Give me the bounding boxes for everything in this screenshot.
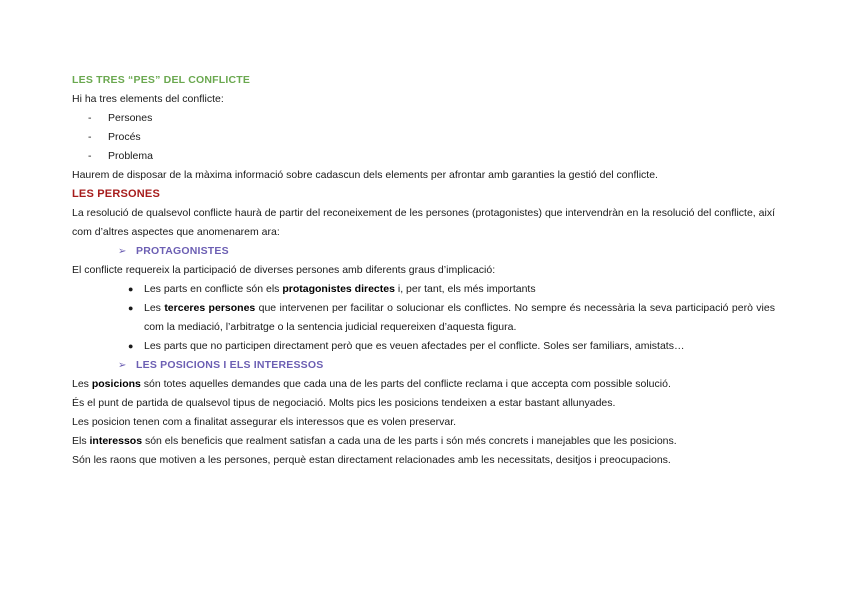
text-segment: Els bbox=[72, 435, 90, 447]
dash-marker: - bbox=[88, 112, 92, 124]
bold-term: interessos bbox=[89, 435, 143, 447]
paragraph-punt-partida: És el punt de partida de qualsevol tipus de negociació. Molts pics les posicions tendeixen a estar bastant allunyades. bbox=[72, 397, 616, 409]
subheading-posicions bbox=[72, 356, 775, 375]
heading-tres-pes: LES TRES “PES” DEL CONFLICTE bbox=[72, 74, 251, 86]
bullet-dot-icon: ● bbox=[128, 303, 134, 313]
heading-les-persones: LES PERSONES bbox=[72, 188, 160, 200]
bullet-item-parts bbox=[72, 280, 775, 299]
paragraph-protagonistes-intro: El conflicte requereix la participació de diverses persones amb diferents graus d’implicació: bbox=[72, 264, 496, 276]
list-item-label: Problema bbox=[108, 150, 153, 162]
subheading-label: PROTAGONISTES bbox=[136, 245, 229, 257]
arrow-bullet-icon: ➢ bbox=[118, 360, 127, 371]
bold-term: protagonistes directes bbox=[282, 283, 395, 295]
bullet-item-afectades bbox=[72, 337, 775, 356]
paragraph-closing: Haurem de disposar de la màxima informació sobre cadascun dels elements per afrontar amb garanties la gestió del conflicte. bbox=[72, 169, 658, 181]
dash-marker: - bbox=[88, 150, 92, 162]
paragraph-raons: Són les raons que motiven a les persones, perquè estan directament relacionades amb les necessitats, desitjos i preocupacions. bbox=[72, 454, 671, 466]
bullet-dot-icon: ● bbox=[128, 341, 134, 351]
list-item-proces bbox=[72, 128, 775, 147]
text-segment: i, per tant, els més importants bbox=[394, 283, 536, 295]
bold-term: terceres persones bbox=[164, 302, 256, 314]
dash-marker: - bbox=[88, 131, 92, 143]
paragraph-intro-elements: Hi ha tres elements del conflicte: bbox=[72, 93, 224, 105]
paragraph-persones-intro: La resolució de qualsevol conflicte haurà de partir del reconeixement de les persones (protagonistes) que intervendràn en la resolució del conflicte, així com d’altres aspectes que anomenarem ara: bbox=[72, 207, 775, 238]
paragraph-interessos bbox=[72, 432, 775, 451]
text-segment: Les parts en conflicte són els bbox=[144, 283, 283, 295]
text-segment: Les bbox=[72, 378, 92, 390]
text-segment: Les parts que no participen directament però que es veuen afectades per el conflicte. Soles ser familiars, amistats… bbox=[144, 340, 685, 352]
paragraph-finalitat: Les posicion tenen com a finalitat assegurar els interessos que es volen preservar. bbox=[72, 416, 457, 428]
list-item-persones bbox=[72, 109, 775, 128]
arrow-bullet-icon: ➢ bbox=[118, 246, 127, 257]
bullet-item-terceres bbox=[72, 299, 775, 337]
text-segment: que intervenen per facilitar o solucionar els conflictes. No sempre és necessària la seva participació però vies com la mediació, l’arbitratge o la sentencia judicial requereixen d’aquesta figura. bbox=[144, 302, 775, 333]
bullet-dot-icon: ● bbox=[128, 284, 134, 294]
text-segment: Les bbox=[144, 302, 165, 314]
text-segment: són totes aquelles demandes que cada una de les parts del conflicte reclama i que accepta com possible solució. bbox=[140, 378, 671, 390]
list-item-label: Procés bbox=[108, 131, 141, 143]
list-item-label: Persones bbox=[108, 112, 153, 124]
bold-term: posicions bbox=[91, 378, 141, 390]
text-segment: són els beneficis que realment satisfan a cada una de les parts i són més concrets i manejables que les posicions. bbox=[142, 435, 677, 447]
subheading-protagonistes bbox=[72, 242, 775, 261]
document-body bbox=[72, 68, 775, 470]
list-item-problema bbox=[72, 147, 775, 166]
paragraph-posicions bbox=[72, 375, 775, 394]
subheading-label: LES POSICIONS I ELS INTERESSOS bbox=[136, 359, 324, 371]
